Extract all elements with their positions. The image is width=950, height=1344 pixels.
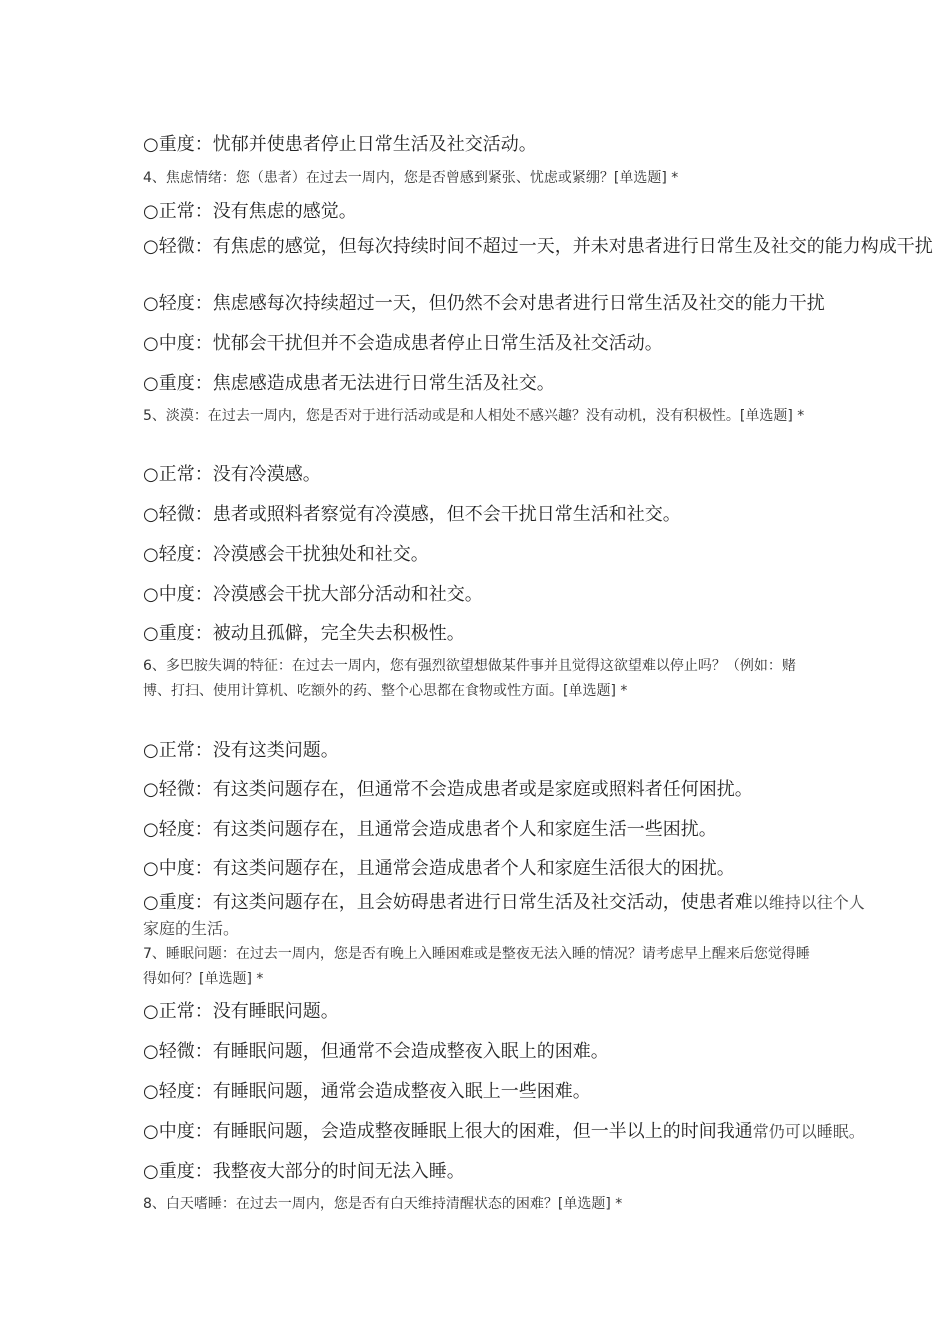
q6-option-mild[interactable]: ○轻度：有这类问题存在，且通常会造成患者个人和家庭生活一些困扰。 (143, 819, 717, 840)
q5-title: 5、淡漠：在过去一周内，您是否对于进行活动或是和人相处不感兴趣？没有动机，没有积极性。[单选题] * (143, 408, 805, 424)
q4-title: 4、焦虑情绪：您（患者）在过去一周内，您是否曾感到紧张、忧虑或紧绷？[单选题] * (143, 170, 679, 186)
q4-option-moderate[interactable]: ○中度：忧郁会干扰但并不会造成患者停止日常生活及社交活动。 (143, 333, 663, 354)
q6-option-severe[interactable] (143, 889, 950, 917)
q6-option-moderate[interactable]: ○中度：有这类问题存在，且通常会造成患者个人和家庭生活很大的困扰。 (143, 858, 735, 879)
q7-title: 7、睡眠问题：在过去一周内，您是否有晚上入睡困难或是整夜无法入睡的情况？请考虑早上醒来后您觉得睡得如何？[单选题] * (143, 946, 810, 987)
q3-option-severe[interactable]: ○重度：忧郁并使患者停止日常生活及社交活动。 (143, 134, 537, 155)
q6-option-severe-tail: 以维持以往个人 (752, 893, 865, 912)
q7-option-moderate-tail: 常仍可以睡眠。 (752, 1122, 865, 1141)
q7-option-moderate[interactable] (143, 1118, 950, 1146)
q5-option-mild[interactable]: ○轻度：冷漠感会干扰独处和社交。 (143, 544, 429, 565)
q6-title: 6、多巴胺失调的特征：在过去一周内，您有强烈欲望想做某件事并且觉得这欲望难以停止吗？（例如：赌博、打扫、使用计算机、吃额外的药、整个心思都在食物或性方面。[单选题] * (143, 658, 796, 699)
q7-option-moderate-text: ○中度：有睡眠问题，会造成整夜睡眠上很大的困难，但一半以上的时间我通 (143, 1121, 753, 1142)
q5-option-normal[interactable]: ○正常：没有冷漠感。 (143, 464, 321, 485)
q4-option-slight[interactable]: ○轻微：有焦虑的感觉，但每次持续时间不超过一天，并未对患者进行日常生及社交的能力构成干扰 (143, 236, 933, 257)
q5-option-severe[interactable]: ○重度：被动且孤僻，完全失去积极性。 (143, 623, 465, 644)
q5-option-moderate[interactable]: ○中度：冷漠感会干扰大部分活动和社交。 (143, 584, 483, 605)
q7-option-mild[interactable]: ○轻度：有睡眠问题，通常会造成整夜入眠上一些困难。 (143, 1081, 591, 1102)
q4-option-normal[interactable]: ○正常：没有焦虑的感觉。 (143, 201, 357, 222)
q6-option-severe-line2-text: 家庭的生活。 (143, 919, 240, 938)
q6-option-severe-text: ○重度：有这类问题存在，且会妨碍患者进行日常生活及社交活动，使患者难 (143, 892, 753, 913)
q5-option-slight[interactable]: ○轻微：患者或照料者察觉有冷漠感，但不会干扰日常生活和社交。 (143, 504, 681, 525)
q4-option-severe[interactable]: ○重度：焦虑感造成患者无法进行日常生活及社交。 (143, 373, 555, 394)
q8-title: 8、白天嗜睡：在过去一周内，您是否有白天维持清醒状态的困难？[单选题] * (143, 1196, 623, 1212)
q7-option-severe[interactable]: ○重度：我整夜大部分的时间无法入睡。 (143, 1161, 465, 1182)
q6-option-slight[interactable]: ○轻微：有这类问题存在，但通常不会造成患者或是家庭或照料者任何困扰。 (143, 779, 753, 800)
q6-option-normal[interactable]: ○正常：没有这类问题。 (143, 740, 339, 761)
q7-option-normal[interactable]: ○正常：没有睡眠问题。 (143, 1001, 339, 1022)
q6-option-severe-line2 (143, 915, 950, 943)
q4-option-mild[interactable]: ○轻度：焦虑感每次持续超过一天，但仍然不会对患者进行日常生活及社交的能力干扰 (143, 293, 825, 314)
q7-option-slight[interactable]: ○轻微：有睡眠问题，但通常不会造成整夜入眠上的困难。 (143, 1041, 609, 1062)
